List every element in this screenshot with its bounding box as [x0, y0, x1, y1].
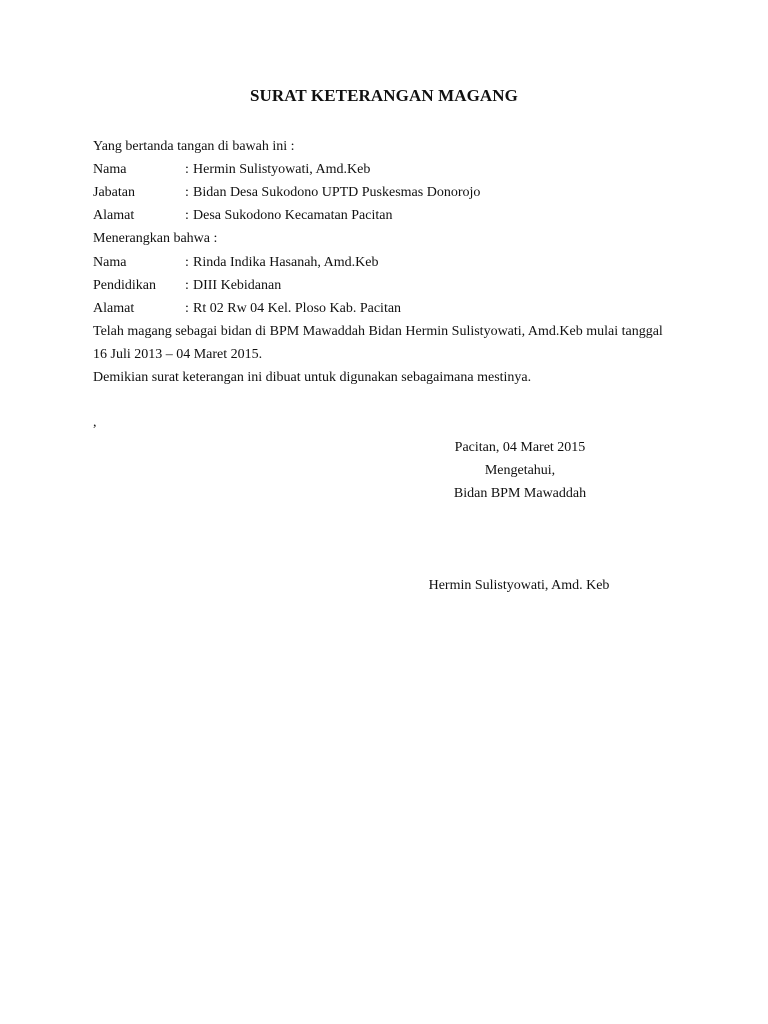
field-label: Alamat [93, 208, 135, 223]
body-text-line-2: 16 Juli 2013 – 04 Maret 2015. [93, 347, 263, 362]
field-value: Hermin Sulistyowati, Amd.Keb [193, 162, 371, 177]
intro-text: Yang bertanda tangan di bawah ini : [93, 139, 295, 154]
field-value: Rt 02 Rw 04 Kel. Ploso Kab. Pacitan [193, 301, 402, 316]
body-text-line-1: Telah magang sebagai bidan di BPM Mawaddah Bidan Hermin Sulistyowati, Amd.Keb mulai tanggal [93, 324, 663, 339]
field-separator: : [185, 301, 189, 316]
field-separator: : [185, 278, 189, 293]
field-label: Alamat [93, 301, 135, 316]
field-separator: : [185, 208, 189, 223]
stray-mark: , [93, 415, 97, 430]
signature-name: Hermin Sulistyowati, Amd. Keb [428, 578, 610, 593]
closing-text: Demikian surat keterangan ini dibuat untuk digunakan sebagaimana mestinya. [93, 370, 532, 385]
signature-place-date: Pacitan, 04 Maret 2015 [454, 440, 586, 455]
field-value: Rinda Indika Hasanah, Amd.Keb [193, 255, 379, 270]
signature-acknowledged: Mengetahui, [484, 463, 556, 478]
field-value: Bidan Desa Sukodono UPTD Puskesmas Donorojo [193, 185, 481, 200]
field-label: Nama [93, 255, 127, 270]
field-label: Pendidikan [93, 278, 156, 293]
field-label: Nama [93, 162, 127, 177]
field-separator: : [185, 255, 189, 270]
field-separator: : [185, 162, 189, 177]
signature-role: Bidan BPM Mawaddah [453, 486, 587, 501]
field-value: DIII Kebidanan [193, 278, 282, 293]
field-label: Jabatan [93, 185, 135, 200]
declare-text: Menerangkan bahwa : [93, 231, 218, 246]
field-value: Desa Sukodono Kecamatan Pacitan [193, 208, 393, 223]
document-title: SURAT KETERANGAN MAGANG [249, 86, 519, 105]
field-separator: : [185, 185, 189, 200]
